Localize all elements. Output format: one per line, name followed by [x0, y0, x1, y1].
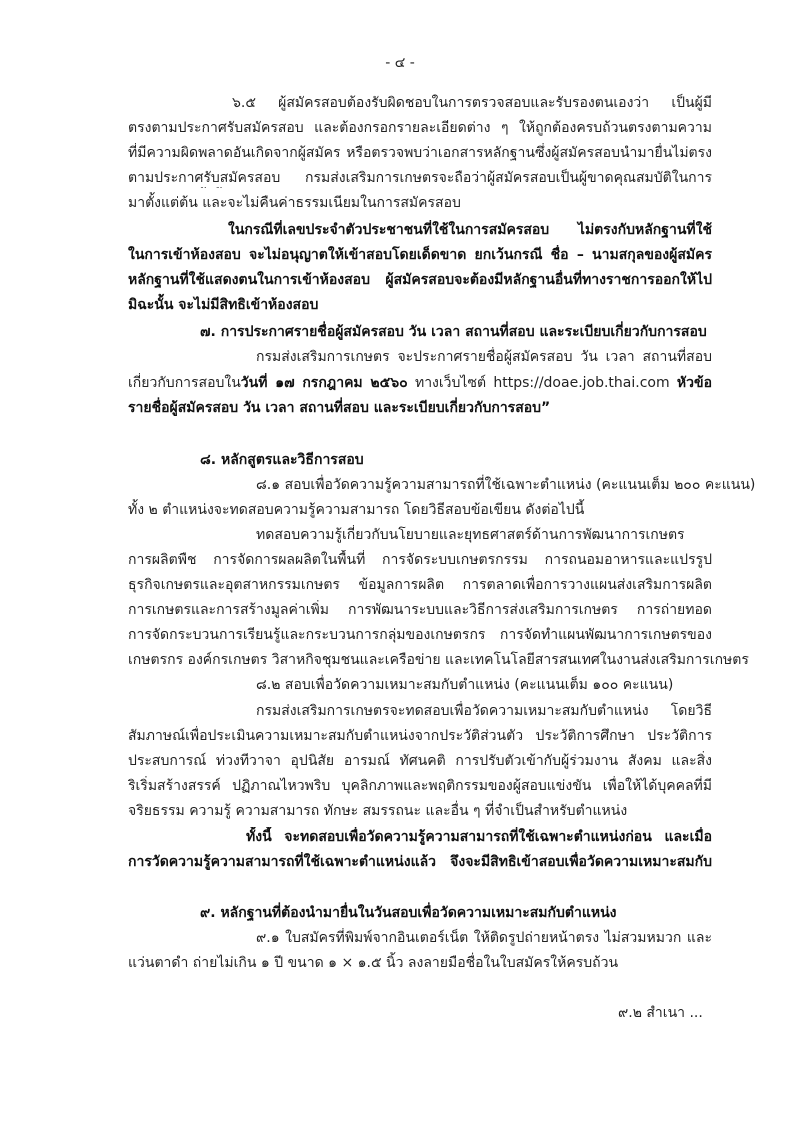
text-segment: ๖.๕ ผู้สมัครสอบต้องรับผิดชอบในการตรวจสอบและรับรองตนเองว่า เป็นผู้มี: [232, 95, 712, 111]
bold-text: การวัดความรู้ความสามารถที่ใช้เฉพาะตำแหน่งแล้ว จึงจะมีสิทธิเข้าสอบเพื่อวัดความเหมาะสมกับ: [128, 854, 712, 870]
text-line: [200, 903, 617, 923]
text-line: [128, 953, 618, 973]
text-line: [128, 270, 712, 290]
bold-text: ทั้งนี้ จะทดสอบเพื่อวัดความรู้ความสามารถที่ใช้เฉพาะตำแหน่งก่อน และเมื่อ: [246, 829, 712, 845]
text-line: [128, 398, 550, 418]
text-line: [128, 575, 712, 595]
text-segment: ริเริ่มสร้างสรรค์ ปฏิภาณไหวพริบ บุคลิกภาพและพฤติกรรมของผู้สอบแข่งขัน เพื่อให้ได้บุคคลที่มี: [128, 778, 712, 794]
text-line: [256, 701, 712, 721]
text-line: [128, 852, 712, 872]
bold-text: ในการเข้าห้องสอบ จะไม่อนุญาตให้เข้าสอบโดยเด็ดขาด ยกเว้นกรณี ชื่อ – นามสกุลของผู้สมัคร: [128, 247, 712, 263]
text-line: [200, 450, 364, 470]
text-segment: ๙.๑ ใบสมัครที่พิมพ์จากอินเตอร์เน็ต ให้ติดรูปถ่ายหน้าตรง ไม่สวมหมวก และ: [256, 930, 712, 946]
text-segment: เกี่ยวกับการสอบใน: [128, 375, 241, 391]
text-segment: จริยธรรม ความรู้ ความสามารถ ทักษะ สมรรถนะ และอื่น ๆ ที่จำเป็นสำหรับตำแหน่ง: [128, 803, 628, 819]
text-line: [128, 625, 712, 645]
text-segment: ๘.๒ สอบเพื่อวัดความเหมาะสมกับตำแหน่ง (คะแนนเต็ม ๑๐๐ คะแนน): [256, 677, 674, 693]
text-line: [128, 373, 712, 393]
text-segment: ทางเว็บไซต์ https://doae.job.thai.com: [407, 375, 677, 391]
text-segment: กรมส่งเสริมการเกษตร จะประกาศรายชื่อผู้สมัครสอบ วัน เวลา สถานที่สอบ: [256, 349, 712, 365]
text-line: [256, 928, 712, 948]
text-line: [232, 93, 712, 113]
bold-text: ๘. หลักสูตรและวิธีการสอบ: [200, 452, 364, 468]
text-segment: การผลิตพืช การจัดการผลผลิตในพื้นที่ การจัดระบบเกษตรกรรม การถนอมอาหารและแปรรูป: [128, 552, 712, 568]
bold-text: ในกรณีที่เลขประจำตัวประชาชนที่ใช้ในการสมัครสอบ ไม่ตรงกับหลักฐานที่ใช้: [228, 222, 712, 238]
text-line: [128, 600, 712, 620]
text-line: [128, 550, 712, 570]
bold-text: ๗. การประกาศรายชื่อผู้สมัครสอบ วัน เวลา สถานที่สอบ และระเบียบเกี่ยวกับการสอบ: [200, 324, 707, 340]
text-line: [128, 295, 318, 315]
text-line: [228, 220, 712, 240]
text-line: [128, 751, 712, 771]
text-segment: แว่นตาดำ ถ่ายไม่เกิน ๑ ปี ขนาด ๑ × ๑.๕ นิ้ว ลงลายมือชื่อในใบสมัครให้ครบถ้วน: [128, 955, 619, 971]
text-segment: กรมส่งเสริมการเกษตรจะทดสอบเพื่อวัดความเหมาะสมกับตำแหน่ง โดยวิธี: [256, 703, 712, 719]
text-line: [128, 245, 712, 265]
text-segment: มาตั้งแต่ต้น และจะไม่คืนค่าธรรมเนียมในการสมัครสอบ: [128, 195, 461, 211]
text-line: [128, 650, 749, 670]
bold-text: มิฉะนั้น จะไม่มีสิทธิเข้าห้องสอบ: [128, 297, 319, 313]
text-line: [128, 193, 461, 213]
text-segment: ๙.๒ สำเนา ...: [618, 1005, 703, 1021]
text-line: [246, 827, 712, 847]
bold-text: วันที่ ๑๗ กรกฎาคม ๒๕๖๐: [240, 375, 408, 391]
page-number: - ๔ -: [385, 55, 415, 71]
text-line: [128, 168, 712, 188]
text-line: [256, 675, 673, 695]
text-line: [200, 322, 707, 342]
text-segment: ๘.๑ สอบเพื่อวัดความรู้ความสามารถที่ใช้เฉพาะตำแหน่ง (คะแนนเต็ม ๒๐๐ คะแนน): [256, 477, 756, 493]
text-line: [618, 1003, 703, 1023]
text-line: [256, 347, 712, 367]
bold-text: รายชื่อผู้สมัครสอบ วัน เวลา สถานที่สอบ และระเบียบเกี่ยวกับการสอบ”: [128, 400, 551, 416]
text-line: [128, 500, 584, 520]
text-segment: ตรงตามประกาศรับสมัครสอบ และต้องกรอกรายละเอียดต่าง ๆ ให้ถูกต้องครบถ้วนตรงตามความ: [128, 120, 712, 136]
text-segment: ที่มีความผิดพลาดอันเกิดจากผู้สมัคร หรือตรวจพบว่าเอกสารหลักฐานซึ่งผู้สมัครสอบนำมายื่นไม่ตรง: [128, 145, 712, 161]
text-segment: ทดสอบความรู้เกี่ยวกับนโยบายและยุทธศาสตร์ด้านการพัฒนาการเกษตร: [256, 527, 685, 543]
text-line: [256, 525, 712, 545]
text-line: [128, 143, 712, 163]
bold-text: หลักฐานที่ใช้แสดงตนในการเข้าห้องสอบ ผู้สมัครสอบจะต้องมีหลักฐานอื่นที่ทางราชการออกให้ไป: [128, 272, 712, 288]
text-line: [256, 475, 755, 495]
bold-text: หัวข้อ: [676, 375, 712, 391]
text-segment: การเกษตรและการสร้างมูลค่าเพิ่ม การพัฒนาระบบและวิธีการส่งเสริมการเกษตร การถ่ายทอด: [128, 602, 712, 618]
text-segment: เกษตรกร องค์กรเกษตร วิสาหกิจชุมชนและเครือข่าย และเทคโนโลยีสารสนเทศในงานส่งเสริมการเกษตร: [128, 652, 749, 668]
text-segment: ประสบการณ์ ท่วงทีวาจา อุปนิสัย อารมณ์ ทัศนคติ การปรับตัวเข้ากับผู้ร่วมงาน สังคม และสิ่ง: [128, 753, 712, 769]
text-line: [128, 801, 627, 821]
text-segment: การจัดกระบวนการเรียนรู้และกระบวนการกลุ่มของเกษตรกร การจัดทำแผนพัฒนาการเกษตรของ: [128, 627, 712, 643]
text-segment: ทั้ง ๒ ตำแหน่งจะทดสอบความรู้ความสามารถ โดยวิธีสอบข้อเขียน ดังต่อไปนี้: [128, 502, 585, 518]
text-segment: สัมภาษณ์เพื่อประเมินความเหมาะสมกับตำแหน่งจากประวัติส่วนตัว ประวัติการศึกษา ประวัติการ: [128, 728, 712, 744]
text-line: [128, 776, 712, 796]
text-line: [128, 726, 712, 746]
bold-text: ๙. หลักฐานที่ต้องนำมายื่นในวันสอบเพื่อวัดความเหมาะสมกับตำแหน่ง: [200, 905, 617, 921]
text-segment: ธุรกิจเกษตรและอุตสาหกรรมเกษตร ข้อมูลการผลิต การตลาดเพื่อการวางแผนส่งเสริมการผลิต: [128, 577, 712, 593]
text-line: [128, 118, 712, 138]
text-segment: ตามประกาศรับสมัครสอบ กรมส่งเสริมการเกษตรจะถือว่าผู้สมัครสอบเป็นผู้ขาดคุณสมบัติในการ: [128, 170, 712, 186]
